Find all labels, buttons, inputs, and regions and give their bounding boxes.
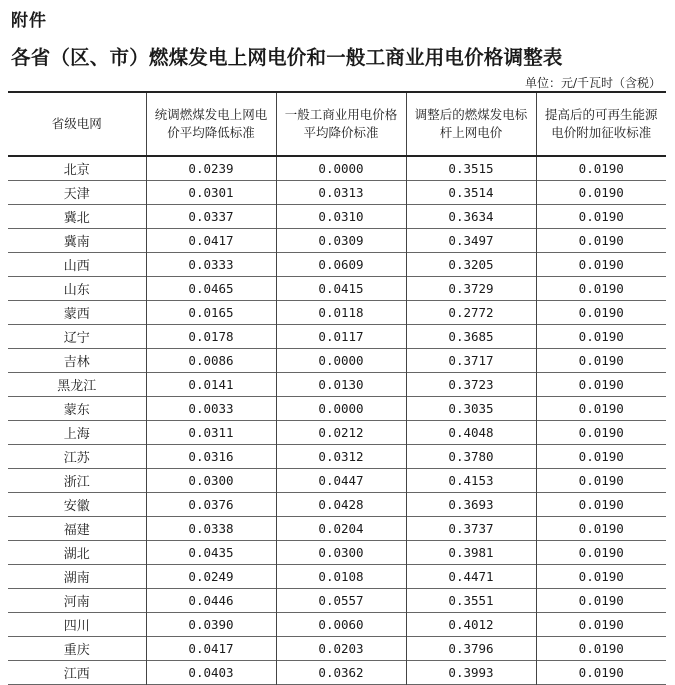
province-cell: 江苏 — [8, 445, 146, 469]
coal-price-reduction-cell: 0.0178 — [146, 325, 276, 349]
coal-price-reduction-cell: 0.0086 — [146, 349, 276, 373]
renewable-surcharge-cell: 0.0190 — [536, 493, 666, 517]
coal-price-reduction-cell: 0.0239 — [146, 156, 276, 181]
coal-price-reduction-cell: 0.0141 — [146, 373, 276, 397]
province-cell: 冀北 — [8, 205, 146, 229]
adjusted-price-cell: 0.3634 — [406, 205, 536, 229]
renewable-surcharge-cell: 0.0190 — [536, 637, 666, 661]
renewable-surcharge-cell: 0.0190 — [536, 397, 666, 421]
commercial-price-reduction-cell: 0.0310 — [276, 205, 406, 229]
province-cell: 湖南 — [8, 565, 146, 589]
coal-price-reduction-cell: 0.0446 — [146, 589, 276, 613]
table-row — [8, 325, 666, 349]
table-row — [8, 421, 666, 445]
adjusted-price-cell: 0.3035 — [406, 397, 536, 421]
province-cell: 福建 — [8, 517, 146, 541]
province-cell: 上海 — [8, 421, 146, 445]
renewable-surcharge-cell: 0.0190 — [536, 469, 666, 493]
coal-price-reduction-cell: 0.0417 — [146, 637, 276, 661]
commercial-price-reduction-cell: 0.0557 — [276, 589, 406, 613]
table-row — [8, 445, 666, 469]
adjusted-price-cell: 0.3737 — [406, 517, 536, 541]
adjusted-price-cell: 0.4012 — [406, 613, 536, 637]
adjusted-price-cell: 0.3796 — [406, 637, 536, 661]
table-row — [8, 181, 666, 205]
commercial-price-reduction-cell: 0.0000 — [276, 397, 406, 421]
province-cell: 冀南 — [8, 229, 146, 253]
table-row — [8, 253, 666, 277]
renewable-surcharge-cell: 0.0190 — [536, 349, 666, 373]
adjusted-price-cell: 0.3729 — [406, 277, 536, 301]
coal-price-reduction-cell: 0.0249 — [146, 565, 276, 589]
province-cell: 安徽 — [8, 493, 146, 517]
header-coal-price-reduction: 统调燃煤发电上网电价平均降低标准 — [146, 92, 276, 156]
province-cell: 四川 — [8, 613, 146, 637]
commercial-price-reduction-cell: 0.0313 — [276, 181, 406, 205]
province-cell: 黑龙江 — [8, 373, 146, 397]
adjusted-price-cell: 0.3205 — [406, 253, 536, 277]
adjusted-price-cell: 0.4153 — [406, 469, 536, 493]
commercial-price-reduction-cell: 0.0309 — [276, 229, 406, 253]
commercial-price-reduction-cell: 0.0118 — [276, 301, 406, 325]
table-row — [8, 613, 666, 637]
adjusted-price-cell: 0.3717 — [406, 349, 536, 373]
table-row — [8, 493, 666, 517]
table-row — [8, 349, 666, 373]
adjusted-price-cell: 0.3514 — [406, 181, 536, 205]
header-adjusted-benchmark-price: 调整后的燃煤发电标杆上网电价 — [406, 92, 536, 156]
table-row — [8, 637, 666, 661]
coal-price-reduction-cell: 0.0465 — [146, 277, 276, 301]
coal-price-reduction-cell: 0.0337 — [146, 205, 276, 229]
commercial-price-reduction-cell: 0.0203 — [276, 637, 406, 661]
unit-note: 单位：元/千瓦时（含税） — [524, 76, 661, 90]
commercial-price-reduction-cell: 0.0609 — [276, 253, 406, 277]
table-header-row — [8, 92, 666, 156]
coal-price-reduction-cell: 0.0165 — [146, 301, 276, 325]
province-cell: 江西 — [8, 661, 146, 685]
renewable-surcharge-cell: 0.0190 — [536, 613, 666, 637]
province-cell: 河南 — [8, 589, 146, 613]
adjusted-price-cell: 0.4471 — [406, 565, 536, 589]
table-row — [8, 589, 666, 613]
renewable-surcharge-cell: 0.0190 — [536, 253, 666, 277]
province-cell: 辽宁 — [8, 325, 146, 349]
renewable-surcharge-cell: 0.0190 — [536, 181, 666, 205]
adjusted-price-cell: 0.2772 — [406, 301, 536, 325]
renewable-surcharge-cell: 0.0190 — [536, 373, 666, 397]
table-row — [8, 661, 666, 685]
coal-price-reduction-cell: 0.0300 — [146, 469, 276, 493]
commercial-price-reduction-cell: 0.0130 — [276, 373, 406, 397]
commercial-price-reduction-cell: 0.0204 — [276, 517, 406, 541]
coal-price-reduction-cell: 0.0403 — [146, 661, 276, 685]
price-adjustment-table — [8, 91, 666, 685]
coal-price-reduction-cell: 0.0311 — [146, 421, 276, 445]
table-row — [8, 541, 666, 565]
coal-price-reduction-cell: 0.0338 — [146, 517, 276, 541]
document-title: 各省（区、市）燃煤发电上网电价和一般工商业用电价格调整表 — [11, 46, 563, 69]
coal-price-reduction-cell: 0.0316 — [146, 445, 276, 469]
header-commercial-price-reduction: 一般工商业用电价格平均降价标准 — [276, 92, 406, 156]
commercial-price-reduction-cell: 0.0060 — [276, 613, 406, 637]
province-cell: 蒙东 — [8, 397, 146, 421]
commercial-price-reduction-cell: 0.0415 — [276, 277, 406, 301]
commercial-price-reduction-cell: 0.0300 — [276, 541, 406, 565]
province-cell: 天津 — [8, 181, 146, 205]
table-body — [8, 156, 666, 685]
commercial-price-reduction-cell: 0.0428 — [276, 493, 406, 517]
header-grid: 省级电网 — [8, 92, 146, 156]
renewable-surcharge-cell: 0.0190 — [536, 565, 666, 589]
table-row — [8, 373, 666, 397]
adjusted-price-cell: 0.3993 — [406, 661, 536, 685]
commercial-price-reduction-cell: 0.0117 — [276, 325, 406, 349]
adjusted-price-cell: 0.3685 — [406, 325, 536, 349]
renewable-surcharge-cell: 0.0190 — [536, 517, 666, 541]
table-row — [8, 397, 666, 421]
coal-price-reduction-cell: 0.0033 — [146, 397, 276, 421]
province-cell: 山东 — [8, 277, 146, 301]
province-cell: 山西 — [8, 253, 146, 277]
renewable-surcharge-cell: 0.0190 — [536, 661, 666, 685]
table-row — [8, 156, 666, 181]
table-row — [8, 229, 666, 253]
renewable-surcharge-cell: 0.0190 — [536, 229, 666, 253]
renewable-surcharge-cell: 0.0190 — [536, 421, 666, 445]
province-cell: 吉林 — [8, 349, 146, 373]
adjusted-price-cell: 0.3693 — [406, 493, 536, 517]
adjusted-price-cell: 0.3551 — [406, 589, 536, 613]
province-cell: 重庆 — [8, 637, 146, 661]
coal-price-reduction-cell: 0.0390 — [146, 613, 276, 637]
renewable-surcharge-cell: 0.0190 — [536, 325, 666, 349]
commercial-price-reduction-cell: 0.0000 — [276, 349, 406, 373]
commercial-price-reduction-cell: 0.0312 — [276, 445, 406, 469]
commercial-price-reduction-cell: 0.0212 — [276, 421, 406, 445]
coal-price-reduction-cell: 0.0417 — [146, 229, 276, 253]
attachment-label: 附件 — [11, 11, 47, 31]
commercial-price-reduction-cell: 0.0447 — [276, 469, 406, 493]
province-cell: 北京 — [8, 156, 146, 181]
adjusted-price-cell: 0.3981 — [406, 541, 536, 565]
coal-price-reduction-cell: 0.0333 — [146, 253, 276, 277]
renewable-surcharge-cell: 0.0190 — [536, 589, 666, 613]
commercial-price-reduction-cell: 0.0108 — [276, 565, 406, 589]
adjusted-price-cell: 0.3515 — [406, 156, 536, 181]
renewable-surcharge-cell: 0.0190 — [536, 205, 666, 229]
province-cell: 蒙西 — [8, 301, 146, 325]
province-cell: 湖北 — [8, 541, 146, 565]
province-cell: 浙江 — [8, 469, 146, 493]
renewable-surcharge-cell: 0.0190 — [536, 445, 666, 469]
renewable-surcharge-cell: 0.0190 — [536, 541, 666, 565]
table-row — [8, 565, 666, 589]
coal-price-reduction-cell: 0.0376 — [146, 493, 276, 517]
adjusted-price-cell: 0.3497 — [406, 229, 536, 253]
table-row — [8, 469, 666, 493]
adjusted-price-cell: 0.3780 — [406, 445, 536, 469]
coal-price-reduction-cell: 0.0301 — [146, 181, 276, 205]
table-row — [8, 301, 666, 325]
renewable-surcharge-cell: 0.0190 — [536, 156, 666, 181]
header-renewable-surcharge: 提高后的可再生能源电价附加征收标准 — [536, 92, 666, 156]
renewable-surcharge-cell: 0.0190 — [536, 301, 666, 325]
commercial-price-reduction-cell: 0.0362 — [276, 661, 406, 685]
commercial-price-reduction-cell: 0.0000 — [276, 156, 406, 181]
coal-price-reduction-cell: 0.0435 — [146, 541, 276, 565]
table-row — [8, 277, 666, 301]
adjusted-price-cell: 0.4048 — [406, 421, 536, 445]
renewable-surcharge-cell: 0.0190 — [536, 277, 666, 301]
adjusted-price-cell: 0.3723 — [406, 373, 536, 397]
table-row — [8, 517, 666, 541]
table-row — [8, 205, 666, 229]
